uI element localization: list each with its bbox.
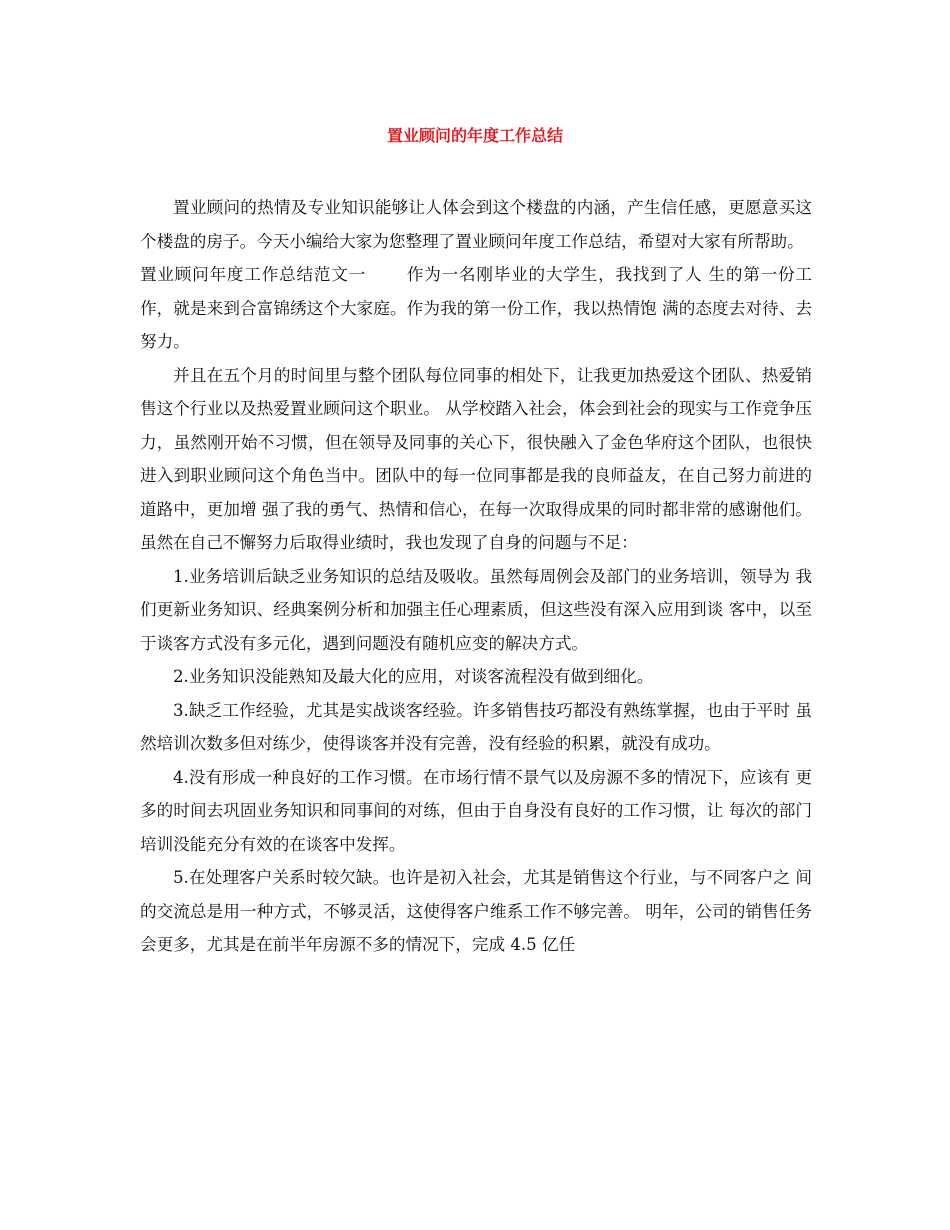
paragraph-point-2: 2.业务知识没能熟知及最大化的应用，对谈客流程没有做到细化。 — [173, 667, 654, 686]
paragraph-point-5: 5.在处理客户关系时较欠缺。也许是初入社会，尤其是销售这个行业，与不同客户之 间的交流总是用一种方式，不够灵活，这使得客户维系工作不够完善。 明年，公司的销售任务会更多，尤其是在前半年房源不多的情况下，完成 4.5 亿任 — [140, 868, 812, 954]
paragraph-point-3: 3.缺乏工作经验，尤其是实战谈客经验。许多销售技巧都没有熟练掌握，也由于平时 虽然培训次数多但对练少，使得谈客并没有完善，没有经验的积累，就没有成功。 — [140, 700, 812, 753]
document-body — [140, 191, 812, 962]
paragraph-team: 并且在五个月的时间里与整个团队每位同事的相处下，让我更加热爱这个团队、热爱销售这个行业以及热爱置业顾问这个职业。 从学校踏入社会，体会到社会的现实与工作竞争压力，虽然刚开始不习惯，但在领导及同事的关心下，很快融入了金色华府这个团队，也很快进入到职业顾问这个角色当中。团队中的每一位同事都是我的良师益友，在自己努力前进的道路中，更加增 强了我的勇气、热情和信心，在每一次取得成果的同时都非常的感谢他们。 虽然在自己不懈努力后取得业绩时，我也发现了自身的问题与不足： — [140, 365, 812, 552]
paragraph-point-1: 1.业务培训后缺乏业务知识的总结及吸收。虽然每周例会及部门的业务培训，领导为 我们更新业务知识、经典案例分析和加强主任心理素质，但这些没有深入应用到谈 客中，以至于谈客方式没有多元化，遇到问题没有随机应变的解决方式。 — [140, 566, 812, 653]
paragraph-point-4: 4.没有形成一种良好的工作习惯。在市场行情不景气以及房源不多的情况下，应该有 更多的时间去巩固业务知识和同事间的对练，但由于自身没有良好的工作习惯，让 每次的部门培训没能充分有效的在谈客中发挥。 — [140, 767, 812, 854]
paragraph-intro: 置业顾问的热情及专业知识能够让人体会到这个楼盘的内涵，产生信任感，更愿意买这个楼盘的房子。今天小编给大家为您整理了置业顾问年度工作总结，希望对大家有所帮助。 — [140, 198, 812, 251]
document-title: 置业顾问的年度工作总结 — [386, 126, 563, 145]
paragraph-sample-one: 置业顾问年度工作总结范文一 作为一名刚毕业的大学生，我找到了人 生的第一份工作，就是来到合富锦绣这个大家庭。作为我的第一份工作，我以热情饱 满的态度去对待、去努力。 — [140, 265, 812, 351]
